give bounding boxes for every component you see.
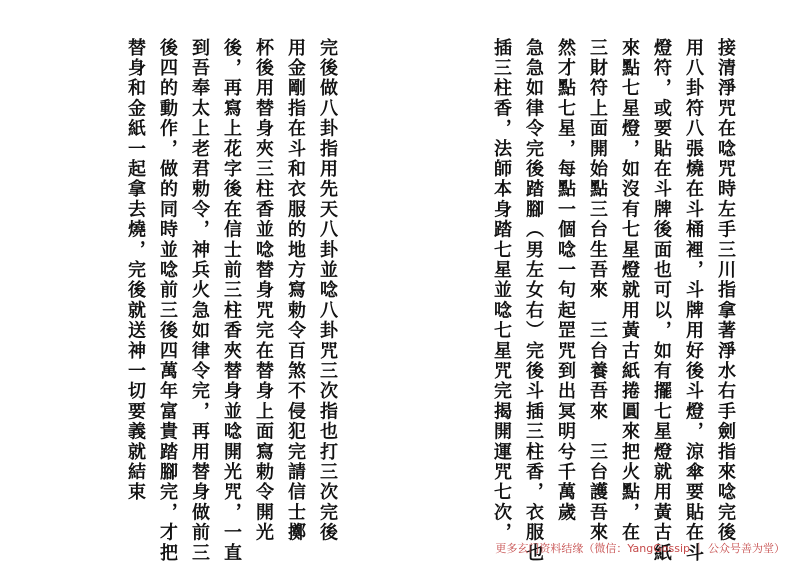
- right-page-column-7: 急急如律令完後踏腳（男左女右）完後斗插三柱香，衣服也: [523, 38, 544, 563]
- right-page-column-2: 用八卦符八張燒在斗桶裡，斗牌用好後斗燈，涼傘要貼在斗: [683, 38, 704, 563]
- right-page-column-4: 來點七星燈，如沒有七星燈就用黃古紙捲圓來把火點，在: [619, 38, 640, 543]
- left-page-column-4: 後，再寫上花字後在信士前三柱香夾替身並唸開光咒，一直: [221, 38, 242, 563]
- right-page-column-5: 三財符上面開始點三台生吾來 三台養吾來 三台護吾來: [587, 38, 608, 543]
- right-page-column-8: 插三柱香，法師本身踏七星並唸七星咒完揭開運咒七次，: [491, 38, 512, 543]
- left-page-column-7: 替身和金紙一起拿去燒，完後就送神一切要義就結束: [125, 38, 146, 503]
- left-page-column-3: 杯後用替身夾三柱香並唸替身咒完在替身上面寫勅令開光: [253, 38, 274, 543]
- right-page-column-6: 然才點七星，每點一個唸一句起罡咒到出冥明兮千萬歲: [555, 38, 576, 523]
- left-page-column-2: 用金剛指在斗和衣服的地方寫勅令百煞不侵犯完請信士擲: [285, 38, 306, 543]
- right-page-column-3: 燈符，或要貼在斗牌後面也可以，如有擺七星燈就用黃古紙: [651, 38, 672, 563]
- right-page-column-1: 接清淨咒在唸咒時左手三川指拿著淨水右手劍指來唸完後: [715, 38, 736, 543]
- footer-watermark-text: 更多玄门资料结缘（微信：YangGossip ｜ 公众号善为堂）: [495, 542, 785, 555]
- left-page-column-1: 完後做八卦指用先天八卦並唸八卦咒三次指也打三次完後: [317, 38, 338, 543]
- left-page-column-5: 到吾奉太上老君勅令，神兵火急如律令完，再用替身做前三: [189, 38, 210, 563]
- left-page-column-6: 後四的動作，做的同時並唸前三後四萬年富貴踏腳完，才把: [157, 38, 178, 563]
